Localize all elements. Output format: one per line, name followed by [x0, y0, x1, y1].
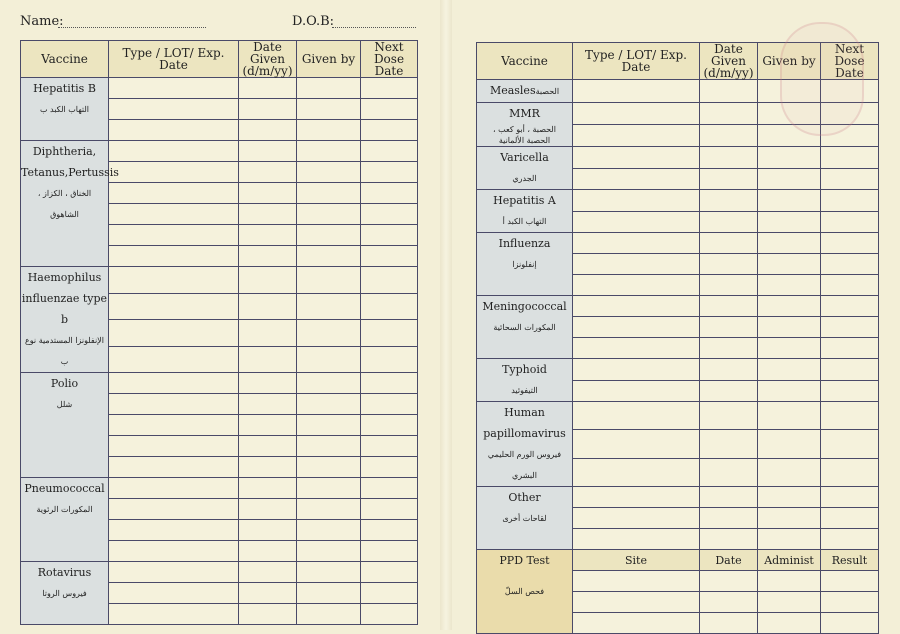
record-cell[interactable] [700, 359, 758, 381]
record-cell[interactable] [821, 430, 879, 458]
record-cell[interactable] [573, 233, 700, 254]
record-cell[interactable] [573, 296, 700, 317]
record-cell[interactable] [361, 499, 418, 520]
page-fold [440, 0, 452, 630]
record-cell[interactable] [239, 478, 297, 499]
record-cell[interactable] [700, 571, 758, 592]
record-cell[interactable] [821, 168, 879, 190]
record-cell[interactable] [297, 78, 361, 99]
vaccine-cell: Polio شلل [21, 373, 109, 478]
record-cell[interactable] [758, 458, 821, 486]
record-cell[interactable] [821, 487, 879, 508]
record-cell[interactable] [758, 359, 821, 381]
record-cell[interactable] [239, 541, 297, 562]
col-type-lot-header: Type / LOT/ Exp. Date [109, 41, 239, 78]
record-cell[interactable] [700, 613, 758, 634]
record-cell[interactable] [239, 78, 297, 99]
record-cell[interactable] [297, 293, 361, 320]
record-cell[interactable] [109, 478, 239, 499]
record-cell[interactable] [573, 508, 700, 529]
record-cell[interactable] [109, 604, 239, 625]
faded-stamp [780, 22, 864, 136]
record-cell[interactable] [758, 211, 821, 233]
record-cell[interactable] [297, 99, 361, 120]
record-cell[interactable] [109, 346, 239, 373]
record-cell[interactable] [361, 604, 418, 625]
record-cell[interactable] [297, 373, 361, 394]
record-cell[interactable] [758, 613, 821, 634]
name-label: Name: [20, 14, 64, 29]
record-cell[interactable] [361, 415, 418, 436]
record-cell[interactable] [821, 571, 879, 592]
col-vaccine-header: Vaccine [477, 43, 573, 80]
record-cell[interactable] [700, 147, 758, 169]
vaccine-group-hib [21, 267, 418, 373]
vaccine-group-typhoid [477, 359, 879, 402]
record-cell[interactable] [239, 415, 297, 436]
ppd-date-header: Date [700, 550, 758, 571]
record-cell[interactable] [109, 99, 239, 120]
record-cell[interactable] [109, 246, 239, 267]
record-cell[interactable] [239, 183, 297, 204]
record-cell[interactable] [361, 346, 418, 373]
record-cell[interactable] [700, 338, 758, 359]
record-cell[interactable] [109, 520, 239, 541]
record-cell[interactable] [821, 147, 879, 169]
record-cell[interactable] [361, 373, 418, 394]
record-cell[interactable] [573, 359, 700, 381]
record-cell[interactable] [700, 233, 758, 254]
record-cell[interactable] [821, 317, 879, 338]
record-cell[interactable] [573, 487, 700, 508]
record-cell[interactable] [821, 254, 879, 275]
vaccine-cell: Meningococcal المكورات السحائية [477, 296, 573, 359]
vaccine-group-hepatitis-b [21, 78, 418, 141]
ppd-test-section [477, 550, 879, 634]
record-cell[interactable] [573, 458, 700, 486]
vaccine-cell: Hepatitis A التهاب الكبد أ [477, 190, 573, 233]
record-cell[interactable] [700, 190, 758, 212]
record-cell[interactable] [758, 190, 821, 212]
vaccine-cell: Haemophilus influenzae type b الإنفلونزا المستدمية نوع ب [21, 267, 109, 373]
record-cell[interactable] [361, 225, 418, 246]
record-cell[interactable] [109, 394, 239, 415]
dob-field[interactable] [332, 27, 416, 28]
record-cell[interactable] [109, 457, 239, 478]
record-cell[interactable] [573, 592, 700, 613]
record-cell[interactable] [821, 458, 879, 486]
record-cell[interactable] [821, 211, 879, 233]
record-cell[interactable] [239, 162, 297, 183]
record-cell[interactable] [109, 583, 239, 604]
record-cell[interactable] [297, 520, 361, 541]
record-cell[interactable] [361, 541, 418, 562]
record-cell[interactable] [361, 520, 418, 541]
record-cell[interactable] [109, 204, 239, 225]
record-cell[interactable] [239, 120, 297, 141]
record-cell[interactable] [109, 267, 239, 294]
record-cell[interactable] [758, 338, 821, 359]
record-cell[interactable] [361, 99, 418, 120]
vaccine-group-pneumococcal [21, 478, 418, 562]
col-given-by-header: Given by [297, 41, 361, 78]
col-next-dose-header: Next Dose Date [361, 41, 418, 78]
record-cell[interactable] [700, 430, 758, 458]
record-cell[interactable] [239, 99, 297, 120]
record-cell[interactable] [573, 402, 700, 430]
record-cell[interactable] [109, 415, 239, 436]
record-cell[interactable] [821, 508, 879, 529]
record-cell[interactable] [297, 246, 361, 267]
record-cell[interactable] [239, 267, 297, 294]
vaccine-cell: MMR الحصبة ، أبو كعب ، الحصبة الألمانية [477, 103, 573, 147]
record-cell[interactable] [239, 457, 297, 478]
record-cell[interactable] [758, 296, 821, 317]
col-type-lot-header: Type / LOT/ Exp. Date [573, 43, 700, 80]
vaccine-arabic: الحصبة [535, 87, 560, 96]
record-cell[interactable] [573, 275, 700, 296]
record-cell[interactable] [297, 162, 361, 183]
record-cell[interactable] [700, 296, 758, 317]
record-cell[interactable] [758, 275, 821, 296]
record-cell[interactable] [297, 499, 361, 520]
record-cell[interactable] [297, 346, 361, 373]
record-cell[interactable] [361, 78, 418, 99]
record-cell[interactable] [821, 592, 879, 613]
record-cell[interactable] [109, 120, 239, 141]
record-cell[interactable] [361, 478, 418, 499]
record-cell[interactable] [109, 562, 239, 583]
vaccine-cell: Rotavirus فيروس الروتا [21, 562, 109, 625]
record-cell[interactable] [109, 183, 239, 204]
record-cell[interactable] [109, 373, 239, 394]
record-cell[interactable] [239, 583, 297, 604]
left-vaccine-table [20, 40, 418, 625]
record-cell[interactable] [573, 338, 700, 359]
col-date-given-header: Date Given (d/m/yy) [700, 43, 758, 80]
vaccine-group-other [477, 487, 879, 550]
record-cell[interactable] [573, 211, 700, 233]
record-cell[interactable] [700, 168, 758, 190]
record-cell[interactable] [700, 402, 758, 430]
record-cell[interactable] [700, 380, 758, 402]
record-cell[interactable] [239, 225, 297, 246]
vaccine-cell: Pneumococcal المكورات الرئوية [21, 478, 109, 562]
record-cell[interactable] [758, 233, 821, 254]
record-cell[interactable] [239, 141, 297, 162]
record-cell[interactable] [573, 80, 700, 103]
record-cell[interactable] [573, 125, 700, 147]
record-cell[interactable] [758, 529, 821, 550]
record-cell[interactable] [758, 508, 821, 529]
record-cell[interactable] [700, 125, 758, 147]
record-cell[interactable] [573, 571, 700, 592]
record-cell[interactable] [297, 415, 361, 436]
vaccine-group-rotavirus [21, 562, 418, 625]
col-date-given-header: Date Given (d/m/yy) [239, 41, 297, 78]
record-cell[interactable] [239, 346, 297, 373]
record-cell[interactable] [700, 211, 758, 233]
record-cell[interactable] [758, 317, 821, 338]
record-cell[interactable] [821, 529, 879, 550]
record-cell[interactable] [297, 225, 361, 246]
vaccine-group-meningococcal [477, 296, 879, 359]
record-cell[interactable] [821, 613, 879, 634]
record-cell[interactable] [821, 402, 879, 430]
record-cell[interactable] [573, 147, 700, 169]
record-cell[interactable] [821, 380, 879, 402]
ppd-result-header: Result [821, 550, 879, 571]
dob-label: D.O.B: [292, 14, 335, 29]
record-cell[interactable] [821, 190, 879, 212]
record-cell[interactable] [109, 78, 239, 99]
record-cell[interactable] [239, 320, 297, 347]
vaccine-cell: Influenza إنفلونزا [477, 233, 573, 296]
record-cell[interactable] [821, 275, 879, 296]
record-cell[interactable] [700, 508, 758, 529]
record-cell[interactable] [361, 562, 418, 583]
record-cell[interactable] [758, 571, 821, 592]
ppd-administ-header: Administ [758, 550, 821, 571]
record-cell[interactable] [239, 499, 297, 520]
record-cell[interactable] [297, 394, 361, 415]
record-cell[interactable] [361, 120, 418, 141]
record-cell[interactable] [297, 583, 361, 604]
record-cell[interactable] [297, 120, 361, 141]
vaccine-cell: Human papillomavirus فيروس الورم الحليمي البشري [477, 402, 573, 487]
record-cell[interactable] [239, 246, 297, 267]
record-cell[interactable] [361, 457, 418, 478]
record-cell[interactable] [700, 529, 758, 550]
record-cell[interactable] [297, 478, 361, 499]
record-cell[interactable] [297, 183, 361, 204]
record-cell[interactable] [109, 436, 239, 457]
record-cell[interactable] [758, 402, 821, 430]
record-cell[interactable] [239, 204, 297, 225]
record-cell[interactable] [297, 204, 361, 225]
record-cell[interactable] [297, 541, 361, 562]
record-cell[interactable] [758, 147, 821, 169]
name-field[interactable] [58, 27, 206, 28]
record-cell[interactable] [700, 254, 758, 275]
record-cell[interactable] [758, 592, 821, 613]
record-cell[interactable] [758, 430, 821, 458]
ppd-test-cell: PPD Test فحص السلّ [477, 550, 573, 634]
record-cell[interactable] [361, 267, 418, 294]
record-cell[interactable] [573, 168, 700, 190]
record-cell[interactable] [821, 296, 879, 317]
record-cell[interactable] [758, 487, 821, 508]
record-cell[interactable] [573, 190, 700, 212]
record-cell[interactable] [297, 320, 361, 347]
record-cell[interactable] [573, 317, 700, 338]
col-vaccine-header: Vaccine [21, 41, 109, 78]
record-cell[interactable] [700, 458, 758, 486]
vaccine-group-hepatitis-a [477, 190, 879, 233]
record-cell[interactable] [109, 293, 239, 320]
record-cell[interactable] [821, 359, 879, 381]
record-cell[interactable] [573, 613, 700, 634]
left-page [0, 0, 440, 630]
record-cell[interactable] [361, 583, 418, 604]
record-cell[interactable] [573, 103, 700, 125]
vaccine-cell: Varicella الجدري [477, 147, 573, 190]
record-cell[interactable] [700, 275, 758, 296]
record-cell[interactable] [361, 204, 418, 225]
record-cell[interactable] [361, 394, 418, 415]
vaccine-cell: Diphtheria, Tetanus,Pertussis الخناق ، الكزاز ، الشاهوق [21, 141, 109, 267]
record-cell[interactable] [297, 436, 361, 457]
record-cell[interactable] [573, 529, 700, 550]
col-next-dose-header: Next Dose Date [821, 43, 879, 80]
record-cell[interactable] [239, 562, 297, 583]
record-cell[interactable] [700, 80, 758, 103]
record-cell[interactable] [361, 162, 418, 183]
vaccine-group-dtp [21, 141, 418, 267]
record-cell[interactable] [821, 233, 879, 254]
record-cell[interactable] [700, 103, 758, 125]
vaccine-cell: Other لقاحات أخرى [477, 487, 573, 550]
record-cell[interactable] [109, 499, 239, 520]
record-cell[interactable] [239, 520, 297, 541]
record-cell[interactable] [297, 141, 361, 162]
record-cell[interactable] [109, 141, 239, 162]
record-cell[interactable] [758, 380, 821, 402]
record-cell[interactable] [297, 604, 361, 625]
record-cell[interactable] [573, 380, 700, 402]
record-cell[interactable] [361, 293, 418, 320]
record-cell[interactable] [361, 141, 418, 162]
record-cell[interactable] [239, 394, 297, 415]
record-cell[interactable] [361, 320, 418, 347]
record-cell[interactable] [573, 254, 700, 275]
ppd-site-header: Site [573, 550, 700, 571]
record-cell[interactable] [109, 320, 239, 347]
vaccine-group-hpv [477, 402, 879, 487]
record-cell[interactable] [297, 457, 361, 478]
record-cell[interactable] [361, 436, 418, 457]
record-cell[interactable] [758, 254, 821, 275]
vaccine-group-influenza [477, 233, 879, 296]
record-cell[interactable] [297, 562, 361, 583]
vaccine-cell: Typhoid التيفوئيد [477, 359, 573, 402]
name-dob-line [20, 14, 420, 34]
vaccine-name: Measles [489, 84, 536, 97]
record-cell[interactable] [821, 338, 879, 359]
col-given-by-header: Given by [758, 43, 821, 80]
record-cell[interactable] [700, 487, 758, 508]
record-cell[interactable] [239, 293, 297, 320]
record-cell[interactable] [573, 430, 700, 458]
record-cell[interactable] [361, 183, 418, 204]
record-cell[interactable] [239, 373, 297, 394]
record-cell[interactable] [109, 225, 239, 246]
vaccine-group-polio [21, 373, 418, 478]
record-cell[interactable] [239, 436, 297, 457]
vaccine-cell [477, 80, 573, 103]
record-cell[interactable] [758, 168, 821, 190]
vaccine-cell: Hepatitis B التهاب الكبد ب [21, 78, 109, 141]
record-cell[interactable] [109, 162, 239, 183]
record-cell[interactable] [361, 246, 418, 267]
record-cell[interactable] [700, 592, 758, 613]
record-cell[interactable] [239, 604, 297, 625]
record-cell[interactable] [297, 267, 361, 294]
vaccine-group-varicella [477, 147, 879, 190]
record-cell[interactable] [700, 317, 758, 338]
record-cell[interactable] [109, 541, 239, 562]
